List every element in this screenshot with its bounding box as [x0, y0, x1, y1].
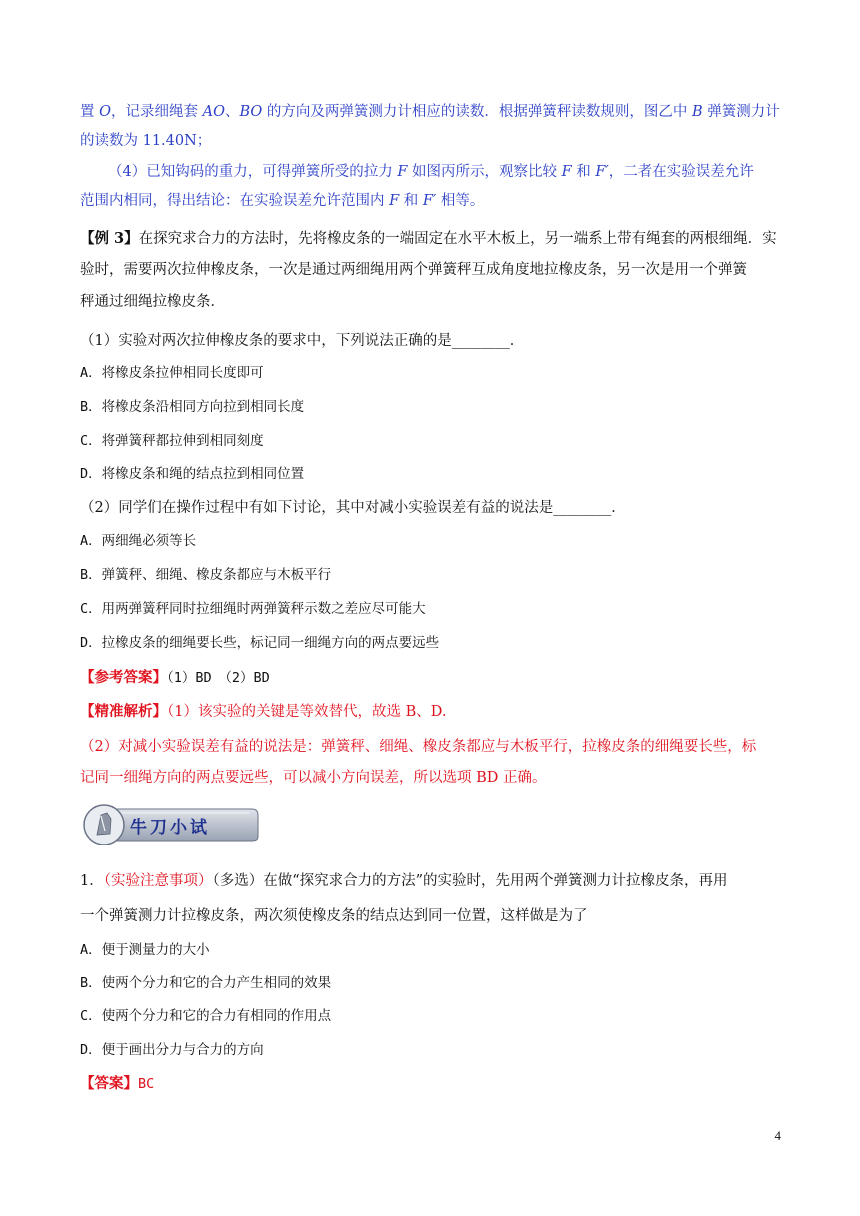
answer-tag: 【参考答案】 [80, 669, 167, 686]
q2-option-d: D．拉橡皮条的细绳要长些，标记同一细绳方向的两点要远些 [80, 635, 440, 651]
q2-option-a: A．两细绳必须等长 [80, 533, 197, 549]
question-2: （2）同学们在操作过程中有如下讨论，其中对减小实验误差有益的说法是________． [80, 500, 626, 516]
q2-option-b: B．弹簧秤、细绳、橡皮条都应与木板平行 [80, 567, 332, 583]
practice-answer: 【答案】BC [80, 1075, 155, 1092]
top-line-2: 的读数为 11.40N； [80, 133, 212, 149]
q1-option-d: D．将橡皮条和绳的结点拉到相同位置 [80, 466, 305, 482]
practice-1-stem-line-1: 1．（实验注意事项）（多选）在做“探究求合力的方法”的实验时，先用两个弹簧测力计拉橡皮条，再用 [80, 873, 728, 889]
practice-1-stem-line-2: 一个弹簧测力计拉橡皮条，两次须使橡皮条的结点达到同一位置，这样做是为了 [80, 908, 588, 924]
reference-answer: 【参考答案】（1）BD （2）BD [80, 669, 270, 686]
practice-option-a: A．便于测量力的大小 [80, 942, 210, 958]
example3-stem-line-3: 秤通过细绳拉橡皮条． [80, 294, 225, 310]
q1-option-b: B．将橡皮条沿相同方向拉到相同长度 [80, 399, 305, 415]
example3-stem-line-1: 【例 3】在探究求合力的方法时，先将橡皮条的一端固定在水平木板上，另一端系上带有绳套的两根细绳．实 [80, 230, 777, 247]
example3-stem-line-2: 验时，需要两次拉伸橡皮条，一次是通过两细绳用两个弹簧秤互成角度地拉橡皮条，另一次是用一个弹簧 [80, 262, 747, 278]
section-banner [80, 801, 260, 845]
top-line-1: 置 O，记录细绳套 AO、BO 的方向及两弹簧测力计相应的读数．根据弹簧秤读数规则，图乙中 B 弹簧测力计 [80, 104, 780, 120]
q1-option-a: A．将橡皮条拉伸相同长度即可 [80, 365, 264, 381]
question-tag: （实验注意事项） [103, 873, 213, 889]
page-number: 4 [774, 1128, 781, 1143]
q1-option-c: C．将弹簧秤都拉伸到相同刻度 [80, 433, 264, 449]
analysis-tag: 【精准解析】 [80, 703, 167, 720]
practice-option-d: D．便于画出分力与合力的方向 [80, 1042, 264, 1058]
banner-title: 牛刀小试 [130, 818, 210, 838]
example-tag: 【例 3】 [80, 230, 139, 247]
top-line-3: （4）已知钩码的重力，可得弹簧所受的拉力 F 如图丙所示，观察比较 F 和 F′，二者在实验误差允许 [108, 164, 754, 180]
top-line-4: 范围内相同，得出结论：在实验误差允许范围内 F 和 F′ 相等。 [80, 193, 485, 209]
practice-answer-tag: 【答案】 [80, 1075, 138, 1092]
analysis-line-3: 记同一细绳方向的两点要远些，可以减小方向误差，所以选项 BD 正确。 [80, 770, 547, 786]
question-number: 1． [80, 873, 104, 889]
analysis-line-1: 【精准解析】（1）该实验的关键是等效替代，故选 B、D. [80, 703, 447, 720]
practice-option-b: B．使两个分力和它的合力产生相同的效果 [80, 975, 332, 991]
analysis-line-2: （2）对减小实验误差有益的说法是：弹簧秤、细绳、橡皮条都应与木板平行，拉橡皮条的细绳要长些，标 [80, 739, 757, 755]
practice-option-c: C．使两个分力和它的合力有相同的作用点 [80, 1008, 332, 1024]
q2-option-c: C．用两弹簧秤同时拉细绳时两弹簧秤示数之差应尽可能大 [80, 601, 426, 617]
question-1: （1）实验对两次拉伸橡皮条的要求中，下列说法正确的是________． [80, 333, 525, 349]
